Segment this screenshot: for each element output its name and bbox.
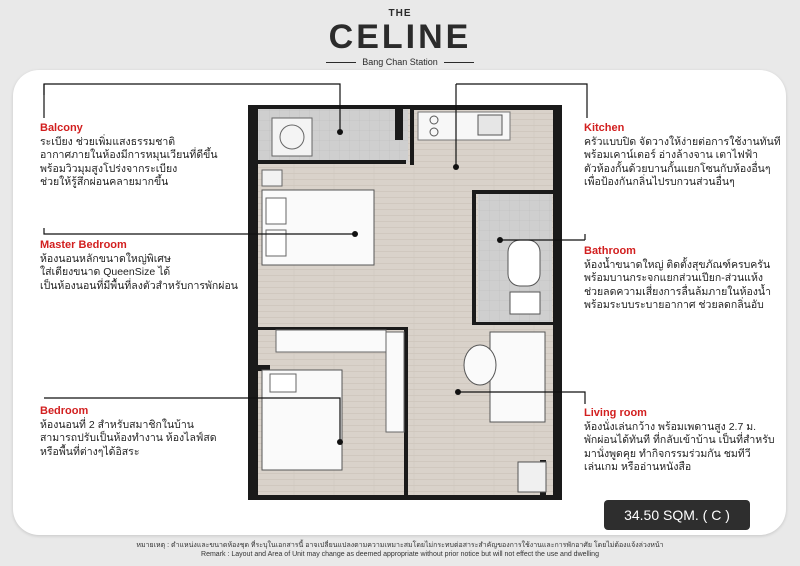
kitchen-title: Kitchen	[584, 122, 625, 134]
shelf	[518, 462, 546, 492]
wardrobe	[386, 332, 404, 432]
bedroom-title: Bedroom	[40, 405, 89, 417]
living-room-title: Living room	[584, 407, 647, 419]
kitchen-line: ครัวแบบปิด จัดวางให้ง่ายต่อการใช้งานทันที	[584, 135, 781, 148]
brand-the: THE	[388, 8, 412, 19]
living-room-line: มานั่งพูดคุย ทำกิจกรรมร่วมกัน ชมทีวี	[584, 447, 751, 460]
balcony-line: พร้อมวิวมุมสูงโปร่งจากระเบียง	[40, 162, 178, 175]
master-bedroom-line: ห้องนอนหลักขนาดใหญ่พิเศษ	[40, 252, 171, 265]
bathroom-title: Bathroom	[584, 245, 636, 257]
wardrobe	[276, 330, 386, 352]
sofa	[490, 332, 545, 422]
bedroom-line: หรือพื้นที่ต่างๆได้อิสระ	[40, 445, 140, 458]
living-room-line: ห้องนั่งเล่นกว้าง พร้อมเพดานสูง 2.7 ม.	[584, 420, 757, 433]
master-bedroom-line: ใส่เตียงขนาด QueenSize ได้	[40, 266, 171, 278]
label-balcony	[40, 122, 218, 190]
coffee-table	[464, 345, 496, 385]
bathroom-line: ช่วยลดความเสี่ยงการลื่นล้มภายในห้องน้ำ	[584, 285, 772, 298]
label-kitchen	[584, 122, 781, 190]
pillow	[266, 198, 286, 224]
toilet	[508, 240, 540, 286]
living-room-line: พักผ่อนได้ทันที ที่กลับเข้าบ้าน เป็นที่สำหรับ	[584, 434, 775, 446]
kitchen-line: เพื่อป้องกันกลิ่นไปรบกวนส่วนอื่นๆ	[584, 176, 735, 188]
washer	[272, 118, 312, 156]
balcony-line: ระเบียง ช่วยเพิ่มแสงธรรมชาติ	[40, 135, 176, 148]
basin	[510, 292, 540, 314]
bathroom-line: ห้องน้ำขนาดใหญ่ ติดตั้งสุขภัณฑ์ครบครัน	[584, 258, 771, 271]
sink	[478, 115, 502, 135]
balcony-title: Balcony	[40, 122, 83, 134]
brand-name: CELINE	[328, 18, 472, 56]
brand-subtitle: Bang Chan Station	[362, 57, 438, 67]
nightstand	[262, 170, 282, 186]
bathroom-line: พร้อมบานกระจกแยกส่วนเปียก-ส่วนแห้ง	[584, 272, 763, 284]
pillow	[270, 374, 296, 392]
area-badge: 34.50 SQM. ( C )	[604, 500, 750, 530]
master-bedroom-line: เป็นห้องนอนที่มีพื้นที่ลงตัวสำหรับการพักผ่อน	[40, 279, 238, 292]
bathroom-line: พร้อมระบบระบายอากาศ ช่วยลดกลิ่นอับ	[584, 299, 764, 311]
footer-remark-english: Remark : Layout and Area of Unit may change as deemed appropriate without prior notice but will not effect the use and dwelling	[201, 551, 599, 558]
kitchen-line: ตัวห้องกั้นด้วยบานกั้นแยกโซนกับห้องอื่นๆ	[584, 162, 771, 175]
footer-remark-thai: หมายเหตุ : ตำแหน่งและขนาดห้องชุด ที่ระบุในเอกสารนี้ อาจเปลี่ยนแปลงตามความเหมาะสมโดยไม่กระทบต่อสาระสำคัญของการใช้งานและการพักอาศัย โดยไม่ต้องแจ้งล่วงหน้า	[136, 542, 664, 549]
bedroom-line: สามารถปรับเป็นห้องทำงาน ห้องไลฟ์สด	[40, 432, 217, 444]
label-living-room	[584, 407, 775, 475]
label-bedroom	[40, 405, 217, 459]
kitchen-line: พร้อมเคาน์เตอร์ อ่างล้างจาน เตาไฟฟ้า	[584, 149, 759, 161]
balcony-line: อากาศภายในห้องมีการหมุนเวียนที่ดีขึ้น	[40, 149, 218, 161]
balcony-line: ช่วยให้รู้สึกผ่อนคลายมากขึ้น	[40, 176, 169, 188]
living-room-line: เล่นเกม หรืออ่านหนังสือ	[584, 461, 692, 473]
master-bedroom-title: Master Bedroom	[40, 239, 127, 251]
bedroom-line: ห้องนอนที่ 2 สำหรับสมาชิกในบ้าน	[40, 418, 194, 431]
label-master-bedroom	[40, 239, 238, 293]
label-bathroom	[584, 245, 771, 313]
